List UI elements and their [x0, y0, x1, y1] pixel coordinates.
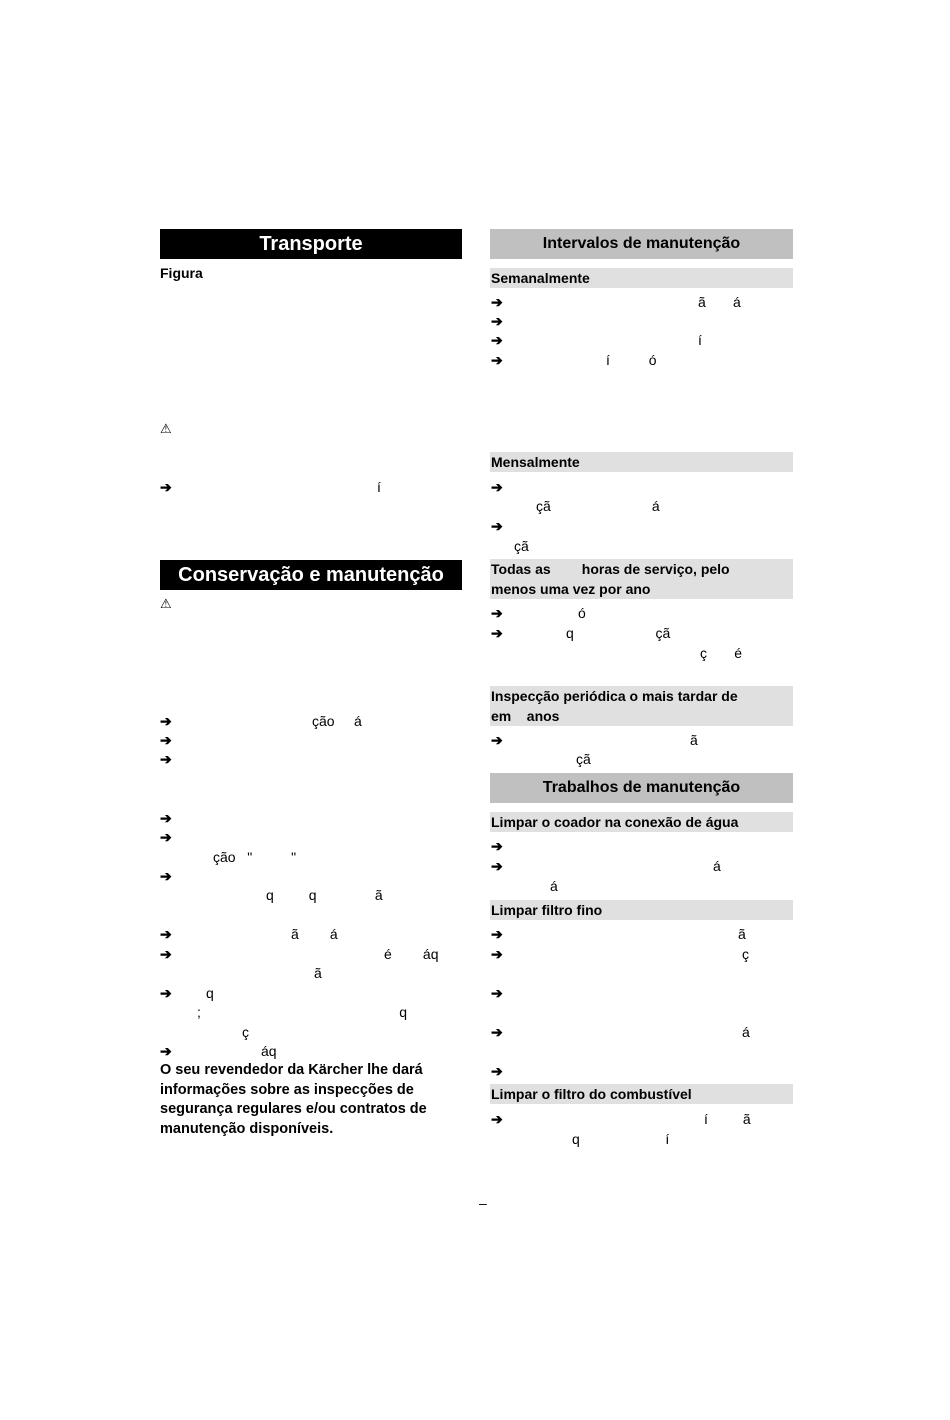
arrow-icon: ➔	[491, 926, 503, 942]
arrow-icon: ➔	[160, 926, 172, 942]
arrow-icon: ➔	[491, 332, 503, 348]
dealer-note: O seu revendedor da Kärcher lhe dará informações sobre as inspecções de segurança regulares e/ou contratos de manutenção disponíveis.	[160, 1062, 427, 1137]
warning-icon: ⚠	[160, 596, 172, 611]
text-fragment: ã	[738, 926, 746, 942]
subheader-combustivel: Limpar o filtro do combustível	[490, 1084, 793, 1104]
arrow-icon: ➔	[491, 294, 503, 310]
arrow-icon: ➔	[491, 858, 503, 874]
section-header-intervalos: Intervalos de manutenção	[490, 229, 793, 259]
subheader-filtro-fino: Limpar filtro fino	[490, 900, 793, 920]
warning-icon: ⚠	[160, 421, 172, 436]
arrow-icon: ➔	[491, 1024, 503, 1040]
text-fragment: ção " "	[213, 849, 297, 865]
figure-label: Figura	[160, 265, 203, 281]
subheader-inspeccao	[490, 686, 793, 726]
text-fragment: q	[206, 985, 214, 1001]
arrow-icon: ➔	[160, 1043, 172, 1059]
arrow-icon: ➔	[491, 732, 503, 748]
arrow-icon: ➔	[160, 946, 172, 962]
arrow-icon: ➔	[160, 479, 172, 495]
text-fragment: á	[550, 878, 558, 894]
text-fragment: q í	[572, 1131, 670, 1147]
text-fragment: é áq	[384, 946, 439, 962]
text-fragment: ; q	[197, 1004, 408, 1020]
text-fragment: í	[698, 332, 702, 348]
text-fragment: çã	[514, 538, 529, 554]
arrow-icon: ➔	[491, 625, 503, 641]
text-fragment: ó	[578, 605, 586, 621]
text-fragment: çã	[576, 751, 591, 767]
arrow-icon: ➔	[491, 518, 503, 534]
text-fragment: çã á	[536, 498, 660, 514]
text-fragment: ã á	[698, 294, 741, 310]
arrow-icon: ➔	[160, 868, 172, 884]
arrow-icon: ➔	[491, 313, 503, 329]
arrow-icon: ➔	[491, 838, 503, 854]
arrow-icon: ➔	[491, 479, 503, 495]
subheader-inspeccao-line2: em anos	[491, 708, 560, 724]
text-fragment: q çã	[566, 625, 671, 641]
text-fragment: ã	[314, 965, 322, 981]
subheader-inspeccao-line1: Inspecção periódica o mais tardar de	[491, 688, 738, 704]
subheader-mensalmente: Mensalmente	[490, 452, 793, 472]
subheader-anual	[490, 559, 793, 599]
text-fragment: í ó	[606, 352, 657, 368]
section-header-conservacao: Conservação e manutenção	[160, 560, 462, 590]
arrow-icon: ➔	[491, 1063, 503, 1079]
text-fragment: ç é	[700, 645, 743, 661]
text-fragment: áq	[261, 1043, 277, 1059]
subheader-semanalmente: Semanalmente	[490, 268, 793, 288]
arrow-icon: ➔	[160, 985, 172, 1001]
arrow-icon: ➔	[491, 1111, 503, 1127]
arrow-icon: ➔	[160, 732, 172, 748]
arrow-icon: ➔	[160, 829, 172, 845]
subheader-coador: Limpar o coador na conexão de água	[490, 812, 793, 832]
text-fragment: á	[742, 1024, 750, 1040]
arrow-icon: ➔	[160, 713, 172, 729]
text-fragment: q q ã	[266, 887, 383, 903]
section-header-transporte: Transporte	[160, 229, 462, 259]
text-fragment: í	[377, 479, 381, 495]
text-fragment: ã	[690, 732, 698, 748]
arrow-icon: ➔	[491, 605, 503, 621]
arrow-icon: ➔	[491, 985, 503, 1001]
arrow-icon: ➔	[160, 751, 172, 767]
arrow-icon: ➔	[491, 946, 503, 962]
text-fragment: ã á	[291, 926, 338, 942]
arrow-icon: ➔	[491, 352, 503, 368]
text-fragment: í ã	[704, 1111, 751, 1127]
text-fragment: ção á	[312, 713, 362, 729]
text-fragment: ç	[742, 946, 749, 962]
section-header-trabalhos: Trabalhos de manutenção	[490, 773, 793, 803]
subheader-anual-line2: menos uma vez por ano	[491, 581, 651, 597]
text-fragment: á	[713, 858, 721, 874]
text-fragment: ç	[242, 1024, 249, 1040]
arrow-icon: ➔	[160, 810, 172, 826]
subheader-anual-line1: Todas as horas de serviço, pelo	[491, 561, 730, 577]
page-mark: –	[479, 1195, 487, 1211]
